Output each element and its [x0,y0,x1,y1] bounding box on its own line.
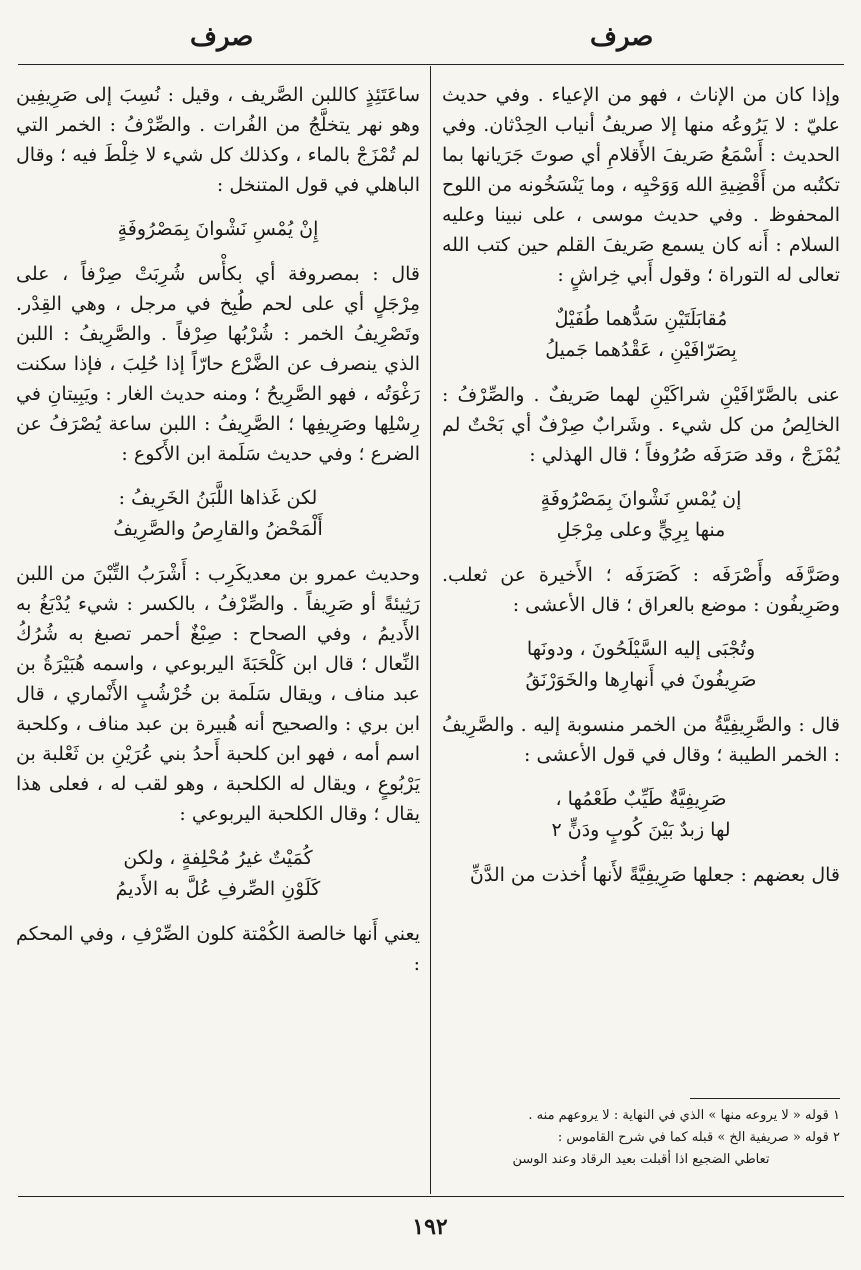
footnotes [442,1098,840,1171]
bottom-rule [18,1196,844,1197]
paragraph: قال : بمصروفة أي بكأْس شُرِبَتْ صِرْفاً ، على مِرْجَلٍ أي على لحم طُبِخ في مرجل ، وهي القِدْر. وتَصْرِيفُ الخمر : شُرْبُها صِرْفاً . والصَّرِيفُ : اللبن الذي ينصرف عن الضَّرْع حارّاً إذا حُلِبَ ، فإذا سكنت رَغْوَتُه ، فهو الصَّرِيحُ ؛ ومنه حديث الغار : ويَبِيتانِ في رِسْلِها وصَرِيفِها ؛ الصَّرِيفُ : اللبن ساعة يُصْرَفُ عن الضرع ؛ وفي حديث سَلَمة ابن الأَكوع : [16,263,420,465]
page-number: ١٩٢ [412,1214,448,1240]
footnote: ٢ قوله « صريفية الخ » قبله كما في شرح القاموس : [557,1130,840,1145]
verse-line: وتُجْبَى إليه السَّيْلَحُونَ ، ودونَها [526,638,756,660]
verse-line: كُمَيْتٌ غيرُ مُحْلِفةٍ ، ولكن [123,847,313,869]
verse [442,304,840,366]
paragraph: قال : والصَّرِيفِيَّةُ من الخمر منسوبة إليه . والصَّرِيفُ : الخمر الطيبة ؛ وقال في قول الأعشى : [442,714,840,766]
paragraph: قال بعضهم : جعلها صَرِيفِيَّةً لأَنها أُخذت من الدَّنِّ [469,864,840,886]
verse-line: لكن غَذاها اللَّبَنُ الخَرِيفُ : [118,487,318,509]
paragraph: ساعَتَئِذٍ كاللبن الصَّريف ، وقيل : نُسِبَ إلى صَرِيفِين وهو نهر يتخلَّجُ من الفُرات . والصِّرْفُ : الخمر التي لم تُمْزَجْ بالماء ، وكذلك كل شيء لا خِلْطَ فيه ؛ وقال الباهلي في قول المتنخل : [16,84,420,196]
verse [16,214,420,245]
verse-line: بِصَرّافَيْنِ ، عَقْدُهما جَميلُ [545,339,737,361]
verse-line: كَلَوْنِ الصِّرفِ عُلَّ به الأَديمُ [115,878,321,900]
right-column [442,80,840,890]
verse-line: صَرِيفُونَ في أَنهارِها والخَوَرْنَقُ [525,669,757,691]
verse-line: إِنْ يُمْسِ نَشْوانَ بِمَصْرُوفَةٍ [117,218,319,240]
paragraph: عنى بالصَّرّافَيْنِ شراكَيْنِ لهما صَريفٌ . والصِّرْفُ : الخالِصُ من كل شيء . وشَرابٌ صِرْفٌ أي بَحْتٌ لم يُمْزَجْ ، وقد صَرَفَه صُرُوفاً ؛ قال الهذلي : [442,384,840,466]
verse [442,784,840,846]
paragraph: وصَرَّفَه وأَصْرَفَه : كَصَرَفَه ؛ الأَخيرة عن ثعلب. وصَرِيفُون : موضع بالعراق ؛ قال الأعشى : [442,564,840,616]
footnote-verse: تعاطي الضجيع اذا أقبلت بعيد الرقاد وعند الوسن [512,1152,770,1167]
verse [442,634,840,696]
verse-line: أَلْمَحْضُ والقارِصُ والصَّرِيفُ [113,518,323,540]
verse-line: صَرِيفِيَّةٌ طَيِّبٌ طَعْمُها ، [555,788,727,810]
footnote-rule [690,1098,840,1099]
verse-line: مُقابَلَتَيْنِ سَدُّهما طُفَيْلٌ [554,308,728,330]
page-header-left: صرف [190,22,254,52]
column-divider [430,66,431,1194]
footnote: ١ قوله « لا يروعه منها » الذي في النهاية : لا يروعهم منه . [528,1108,840,1123]
verse [442,484,840,546]
verse-line: منها بِرِيٍّ وعلى مِرْجَلِ [556,519,726,541]
paragraph: وإذا كان من الإناث ، فهو من الإعياء . وفي حديث عليّ : لا يَرُوعُه منها إلا صريفُ أنياب الحِدْثان. وفي الحديث : أَسْمَعُ صَريفَ الأَقلامِ أي صوتَ جَرَيانها بما تكتُبه من أَقْضِيةِ الله وَوَحْيِه ، وما يَنْسَخُونه من اللوح المحفوظ . وفي حديث موسى ، على نبينا وعليه السلام : أَنه كان يسمع صَريفَ القلم حين كتب الله تعالى له التوراة ؛ وقول أَبي خِراشٍ : [442,84,840,286]
verse-line: لها زبدٌ بَيْنَ كُوبٍ ودَنٍّ ٢ [551,819,731,841]
paragraph: وحديث عمرو بن معدیكَرِب : أَشْرَبُ التِّبْنَ من اللبن رَثِيئةً أو صَرِيفاً . والصِّرْفُ ، بالكسر : شيء يُدْبَغُ به الأَديمُ ، وفي الصحاح : صِبْغٌ أحمر تصبغ به شُرُكُ النِّعال ؛ قال ابن كَلْحَبَةَ اليربوعي ، واسمه هُبَيْرَةُ بن عبد مناف ، ويقال سَلَمة بن خُرْشُبٍ الأَنْماري ، قال ابن بري : والصحيح أنه هُبيرة بن عبد مناف ، وكلحبة اسم أمه ، فهو ابن كلحبة أَحدُ بني عُرَيْنِ بن ثَعْلبة بن يَرْبُوعٍ ، ويقال له الكلحبة ، وهو لقب له ، فعلى هذا يقال ؛ وقال الكلحبة اليربوعي : [16,563,420,825]
page-header-right: صرف [590,22,654,52]
top-rule [18,64,844,65]
verse [16,843,420,905]
verse [16,483,420,545]
paragraph: يعني أَنها خالصة الكُمْتة كلون الصِّرْفِ ، وفي المحكم : [16,923,420,975]
left-column [16,80,420,979]
verse-line: إن يُمْسِ نَشْوانَ بِمَصْرُوفَةٍ [540,488,742,510]
